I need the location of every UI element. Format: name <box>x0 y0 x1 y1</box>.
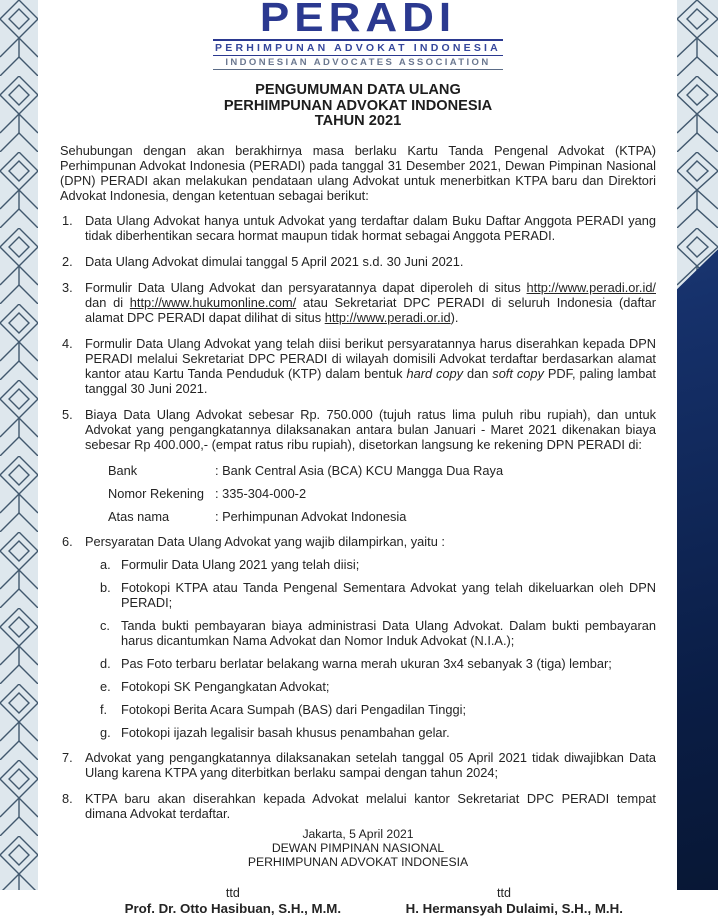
requirements-sublist <box>100 557 656 740</box>
item-number: 5. <box>62 406 73 422</box>
item-text-segment: PDF, paling lambat tanggal 30 Juni 2021. <box>85 365 656 396</box>
signature-right <box>405 886 623 916</box>
item-number: 1. <box>62 212 73 228</box>
account-holder-value: : Perhimpunan Advokat Indonesia <box>215 508 407 524</box>
item-number: 4. <box>62 335 73 351</box>
item-text: Fotokopi KTPA atau Tanda Pengenal Sementara Advokat yang telah dikeluarkan oleh DPN PERADI; <box>121 579 656 610</box>
item-number: 7. <box>62 749 73 765</box>
sublist-item-e <box>100 679 656 694</box>
logo-subtitle-indonesian: PERHIMPUNAN ADVOKAT INDONESIA <box>213 39 503 56</box>
sublist-item-b <box>100 580 656 610</box>
signatory-name-right: H. Hermansyah Dulaimi, S.H., M.H. <box>405 901 623 916</box>
title-line-3: TAHUN 2021 <box>314 113 402 129</box>
title-line-2: PERHIMPUNAN ADVOKAT INDONESIA <box>223 97 493 114</box>
sublist-item-g <box>100 725 656 740</box>
list-item-4 <box>60 336 656 396</box>
item-letter: e. <box>100 678 111 694</box>
peradi-logo <box>60 0 656 70</box>
logo-subtitle-english: INDONESIAN ADVOCATES ASSOCIATION <box>213 56 503 70</box>
sublist-item-a <box>100 557 656 572</box>
signature-left <box>60 886 406 916</box>
bank-row <box>108 463 656 478</box>
item-letter: b. <box>100 579 111 595</box>
item-text: Biaya Data Ulang Advokat sebesar Rp. 750.000 (tujuh ratus lima puluh ribu rupiah), dan untuk Advokat yang pengangkatannya dilaksanakan antara bulan Januari - Maret 2021 dikenakan biaya sebesar Rp 400.000,- (empat ratus ribu rupiah), disetorkan langsung ke rekening DPN PERADI di: <box>85 406 656 452</box>
signatory-name-left: Prof. Dr. Otto Hasibuan, S.H., M.M. <box>124 901 342 916</box>
document-title <box>60 83 656 130</box>
org-line-1: DEWAN PIMPINAN NASIONAL <box>271 840 445 855</box>
item-text: Data Ulang Advokat dimulai tanggal 5 April 2021 s.d. 30 Juni 2021. <box>85 253 464 269</box>
soft-copy-italic: soft copy <box>492 365 544 381</box>
closing-block <box>60 828 656 870</box>
item-text: Fotokopi ijazah legalisir basah khusus penambahan gelar. <box>121 724 450 740</box>
list-item-1 <box>60 213 656 243</box>
list-item-3 <box>60 280 656 325</box>
list-item-2 <box>60 254 656 269</box>
dateline: Jakarta, 5 April 2021 <box>302 826 414 841</box>
list-item-5 <box>60 407 656 452</box>
item-text <box>85 336 656 396</box>
ttd-right: ttd <box>497 886 511 900</box>
item-letter: c. <box>100 617 110 633</box>
item-text-segment: dan di <box>85 294 130 310</box>
bank-row <box>108 509 656 524</box>
sublist-item-f <box>100 702 656 717</box>
item-text-segment: ). <box>450 309 459 325</box>
list-item-8 <box>60 791 656 821</box>
item-text: KTPA baru akan diserahkan kepada Advokat melalui kantor Sekretariat DPC PERADI tempat dimana Advokat terdaftar. <box>85 790 656 821</box>
item-text-segment: Formulir Data Ulang Advokat yang telah diisi berikut persyaratannya harus diserahkan kepada DPN PERADI melalui Sekretariat DPC PERADI di wilayah domisili Advokat terdaftar berdasarkan alamat kantor atau Kartu Tanda Penduduk (KTP) dalam bentuk <box>85 335 656 381</box>
item-text: Fotokopi SK Pengangkatan Advokat; <box>121 678 330 694</box>
sublist-item-d <box>100 656 656 671</box>
item-text-segment: dan <box>463 365 493 381</box>
item-text: Advokat yang pengangkatannya dilaksanakan setelah tanggal 05 April 2021 tidak diwajibkan Data Ulang karena KTPA yang diterbitkan berlaku sampai dengan tahun 2024; <box>85 749 656 780</box>
logo-wordmark: PERADI <box>259 0 457 41</box>
item-letter: a. <box>100 556 111 572</box>
item-text: Tanda bukti pembayaran biaya administrasi Data Ulang Advokat. Dalam bukti pembayaran harus dicantumkan Nama Advokat dan Nomor Induk Advokat (N.I.A.); <box>121 617 656 648</box>
account-number-value: : 335-304-000-2 <box>215 485 307 501</box>
item-number: 3. <box>62 279 73 295</box>
account-number-label: Nomor Rekening <box>108 485 205 501</box>
account-holder-label: Atas nama <box>108 508 170 524</box>
intro-paragraph: Sehubungan dengan akan berakhirnya masa berlaku Kartu Tanda Pengenal Advokat (KTPA) Perhimpunan Advokat Indonesia (PERADI) pada tanggal 31 Desember 2021, Dewan Pimpinan Nasional (DPN) PERADI akan melakukan pendataan ulang Advokat untuk menerbitkan KTPA baru dan Direktori Advokat Indonesia, dengan ketentuan sebagai berikut: <box>60 142 656 203</box>
signature-row <box>60 886 656 916</box>
sublist-item-c <box>100 618 656 648</box>
hukumonline-url-text: http://www.hukumonline.com/ <box>129 294 297 310</box>
item-number: 8. <box>62 790 73 806</box>
item-text: Data Ulang Advokat hanya untuk Advokat yang terdaftar dalam Buku Daftar Anggota PERADI yang tidak diberhentikan secara hormat maupun tidak hormat sebagai Anggota PERADI. <box>85 212 656 243</box>
item-letter: g. <box>100 724 111 740</box>
announcement-document <box>60 0 656 916</box>
item-text: Fotokopi Berita Acara Sumpah (BAS) dari Pengadilan Tinggi; <box>121 701 466 717</box>
list-item-7 <box>60 750 656 780</box>
bank-row <box>108 486 656 501</box>
item-text-segment: Formulir Data Ulang Advokat dan persyaratannya dapat diperoleh di situs <box>85 279 527 295</box>
item-text: Pas Foto terbaru berlatar belakang warna merah ukuran 3x4 sebanyak 3 (tiga) lembar; <box>121 655 612 671</box>
ttd-left: ttd <box>225 886 240 900</box>
item-text-segment: atau Sekretariat DPC PERADI di seluruh Indonesia (daftar alamat DPC PERADI dapat dilihat di situs <box>85 294 656 325</box>
item-number: 6. <box>62 533 73 549</box>
title-line-1: PENGUMUMAN DATA ULANG <box>255 82 461 98</box>
org-line-2: PERHIMPUNAN ADVOKAT INDONESIA <box>247 854 469 869</box>
numbered-list <box>60 213 656 821</box>
bank-label: Bank <box>108 462 138 478</box>
hard-copy-italic: hard copy <box>406 365 464 381</box>
item-number: 2. <box>62 253 73 269</box>
item-text: Persyaratan Data Ulang Advokat yang wajib dilampirkan, yaitu : <box>85 533 445 549</box>
left-border-pattern <box>0 0 38 890</box>
list-item-6 <box>60 534 656 549</box>
item-letter: f. <box>100 701 108 717</box>
bank-value: : Bank Central Asia (BCA) KCU Mangga Dua Raya <box>215 462 504 478</box>
peradi-url-text: http://www.peradi.or.id <box>324 309 451 325</box>
item-letter: d. <box>100 655 111 671</box>
item-text: Formulir Data Ulang 2021 yang telah diisi; <box>121 556 360 572</box>
bank-details <box>108 463 656 524</box>
item-text <box>85 280 656 325</box>
peradi-url-text: http://www.peradi.or.id/ <box>526 279 656 295</box>
